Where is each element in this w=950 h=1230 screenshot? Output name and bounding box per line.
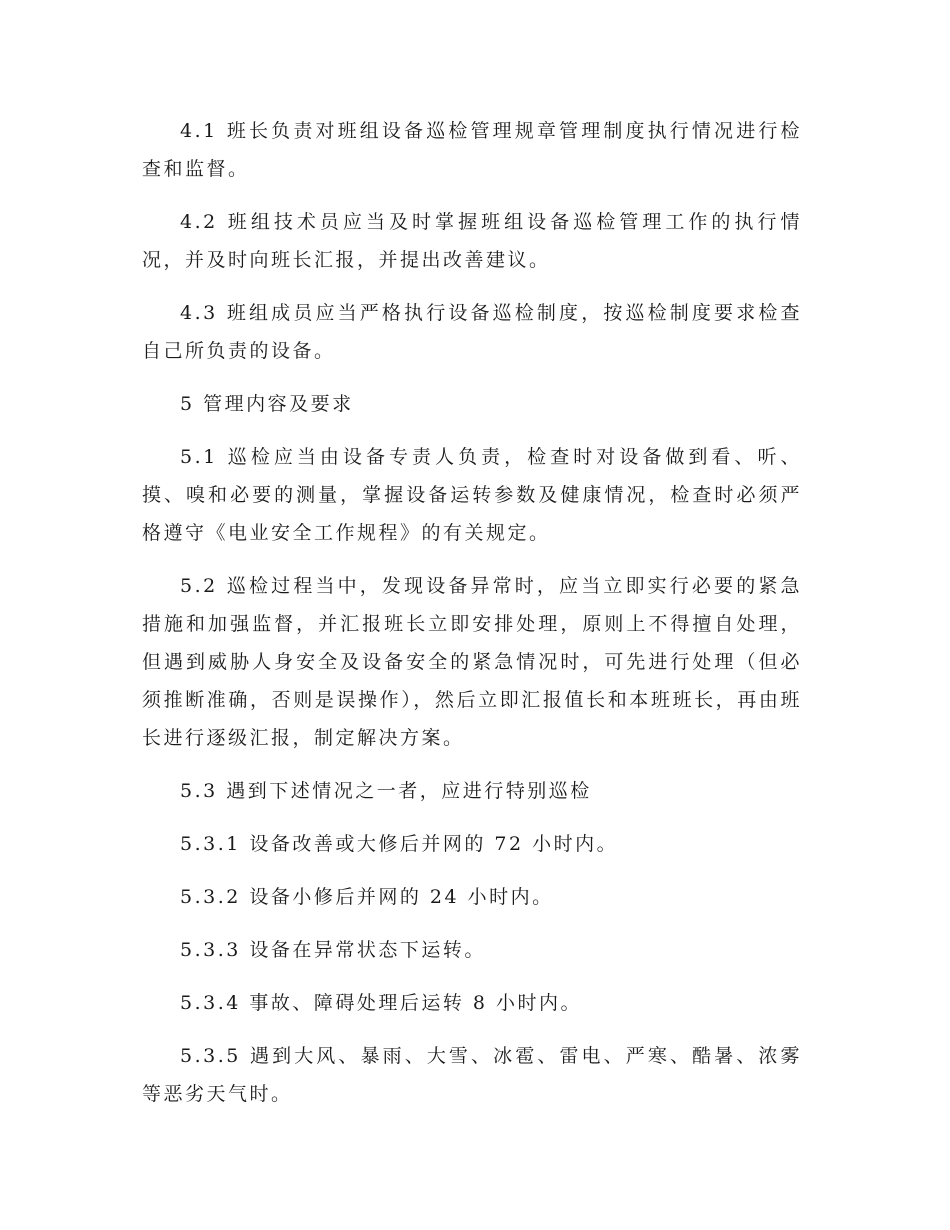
paragraph-5-3: 5.3 遇到下述情况之一者，应进行特别巡检 (180, 780, 592, 802)
paragraph-4-2: 4.2 班组技术员应当及时掌握班组设备巡检管理工作的执行情况，并及时向班长汇报，并提出改善建议。 (142, 211, 802, 271)
list-item-5-3-3: 5.3.3 设备在异常状态下运转。 (180, 939, 486, 961)
list-item-5-3-5: 5.3.5 遇到大风、暴雨、大雪、冰雹、雷电、严寒、酷暑、浓雾等恶劣天气时。 (142, 1045, 802, 1105)
list-item-5-3-2: 5.3.2 设备小修后并网的 24 小时内。 (180, 886, 554, 908)
paragraph-4-3: 4.3 班组成员应当严格执行设备巡检制度，按巡检制度要求检查自己所负责的设备。 (142, 302, 802, 362)
paragraph-5-1: 5.1 巡检应当由设备专责人负责，检查时对设备做到看、听、摸、嗅和必要的测量，掌握设备运转参数及健康情况，检查时必须严格遵守《电业安全工作规程》的有关规定。 (142, 446, 802, 544)
section-heading-5: 5 管理内容及要求 (180, 393, 354, 415)
paragraph-5-2: 5.2 巡检过程当中，发现设备异常时，应当立即实行必要的紧急措施和加强监督，并汇报班长立即安排处理，原则上不得擅自处理，但遇到威胁人身安全及设备安全的紧急情况时，可先进行处理（但必须推断准确，否则是误操作），然后立即汇报值长和本班班长，再由班长进行逐级汇报，制定解决方案。 (142, 575, 802, 749)
list-item-5-3-1: 5.3.1 设备改善或大修后并网的 72 小时内。 (180, 833, 619, 855)
list-item-5-3-4: 5.3.4 事故、障碍处理后运转 8 小时内。 (180, 992, 583, 1014)
document-body (142, 112, 802, 1113)
paragraph-4-1: 4.1 班长负责对班组设备巡检管理规章管理制度执行情况进行检查和监督。 (142, 120, 802, 180)
